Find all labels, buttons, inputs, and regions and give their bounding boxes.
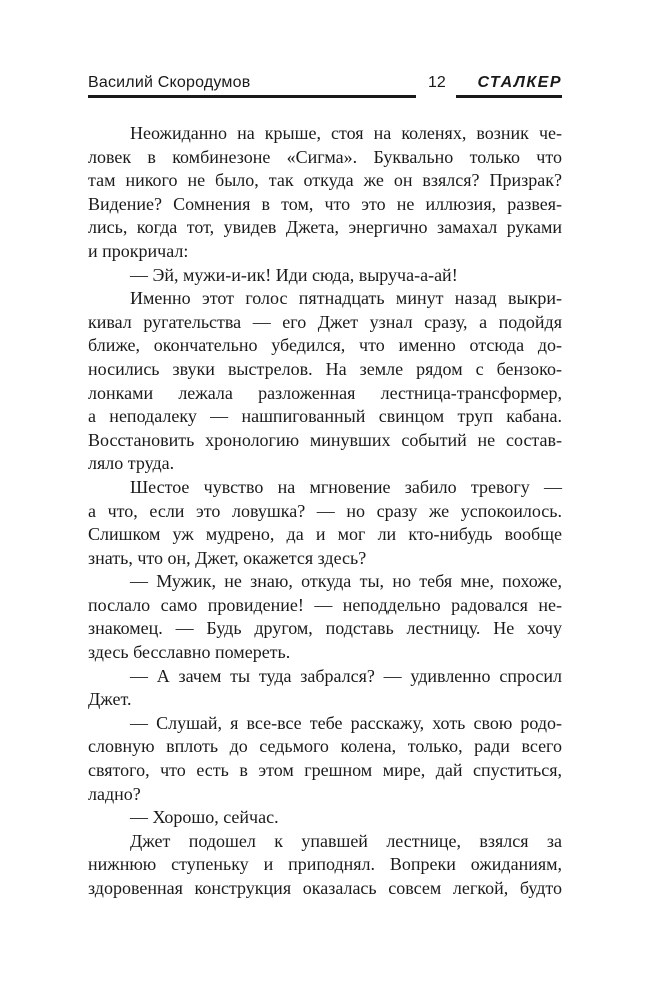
text-line: Джет. xyxy=(88,689,132,710)
header-rule-left xyxy=(88,95,416,98)
text-line: словную вплоть до седьмого колена, только, ради всего xyxy=(88,736,562,757)
text-line: — Эй, мужи-и-ик! Иди сюда, выруча-а-ай! xyxy=(130,264,458,285)
text-line: кивал ругательства — его Джет узнал сразу, а подойдя xyxy=(88,311,562,332)
text-line: ближе, окончательно убедился, что именно отсюда до- xyxy=(88,335,562,356)
text-line: ляло труда. xyxy=(88,453,175,474)
text-line: Джет подошел к упавшей лестнице, взялся за xyxy=(130,830,562,851)
text-line: нижнюю ступеньку и приподнял. Вопреки ожиданиям, xyxy=(88,854,562,875)
text-line: лонками лежала разложенная лестница-трансформер, xyxy=(88,382,562,403)
body-text xyxy=(88,122,562,901)
text-line: святого, что есть в этом грешном мире, дай спуститься, xyxy=(88,760,562,781)
text-line: Слишком уж мудрено, да и мог ли кто-нибудь вообще xyxy=(88,524,562,545)
text-line: а что, если это ловушка? — но сразу же успокоилось. xyxy=(88,500,562,521)
text-line: — Хорошо, сейчас. xyxy=(130,807,279,828)
text-line: Восстановить хронологию минувших событий не состав- xyxy=(88,429,562,450)
text-line: Неожиданно на крыше, стоя на коленях, возник че- xyxy=(130,123,562,143)
text-line: знакомец. — Будь другом, подставь лестницу. Не хочу xyxy=(88,618,562,639)
text-line: там никого не было, так откуда же он взялся? Призрак? xyxy=(88,170,562,191)
text-line: здоровенная конструкция оказалась совсем легкой, будто xyxy=(88,878,562,898)
header-rule-right xyxy=(456,95,562,98)
text-line: Именно этот голос пятнадцать минут назад выкри- xyxy=(130,288,562,309)
text-line: знать, что он, Джет, окажется здесь? xyxy=(88,547,367,568)
header-series-title: СТАЛКЕР xyxy=(477,74,562,91)
header-author: Василий Скородумов xyxy=(88,74,251,91)
running-header xyxy=(88,74,562,98)
text-line: — Слушай, я все-все тебе расскажу, хоть свою родо- xyxy=(130,712,562,733)
text-line: и прокричал: xyxy=(88,240,189,261)
text-line: лись, когда тот, увидев Джета, энергично замахал руками xyxy=(88,217,562,238)
text-line: послало само провидение! — неподдельно радовался не- xyxy=(88,594,562,615)
text-line: — Мужик, не знаю, откуда ты, но тебя мне, похоже, xyxy=(130,571,562,592)
text-line: ловек в комбинезоне «Сигма». Буквально только что xyxy=(88,146,562,167)
text-line: здесь бесславно помереть. xyxy=(88,642,291,663)
text-line: Видение? Сомнения в том, что это не иллюзия, развея- xyxy=(88,193,562,214)
text-line: ладно? xyxy=(88,783,141,804)
text-line: Шестое чувство на мгновение забило тревогу — xyxy=(130,476,562,497)
text-line: носились звуки выстрелов. На земле рядом с бензоко- xyxy=(88,358,562,379)
text-line: — А зачем ты туда забрался? — удивленно спросил xyxy=(130,665,562,686)
text-line: а неподалеку — нашпигованный свинцом труп кабана. xyxy=(88,406,562,427)
page-number: 12 xyxy=(428,74,446,91)
